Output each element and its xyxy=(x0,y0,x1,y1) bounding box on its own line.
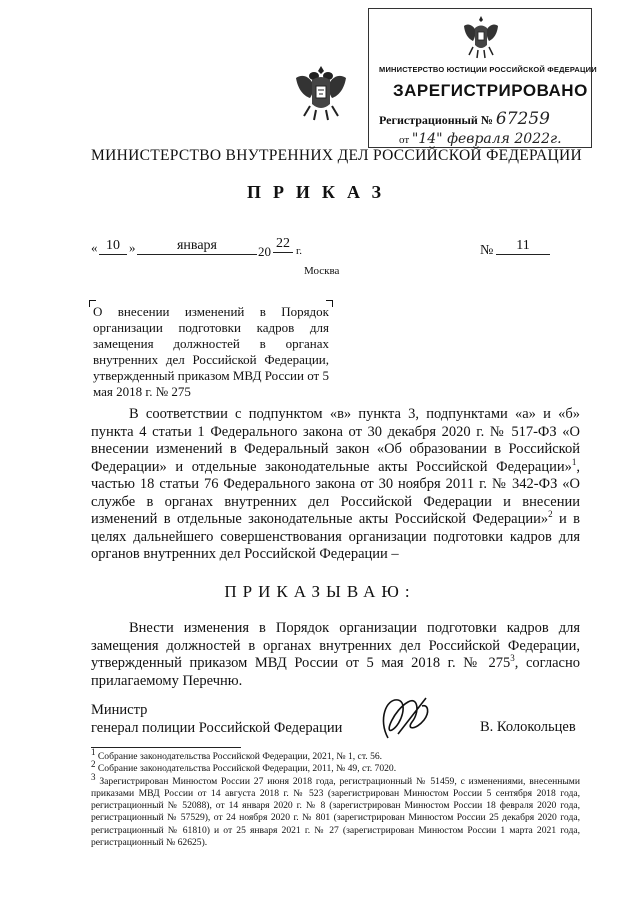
stamp-reg-label: Регистрационный № xyxy=(379,113,493,127)
footnotes xyxy=(91,746,580,849)
footnote-divider xyxy=(91,747,241,748)
preamble-text-2: , частью 18 статьи 76 Федерального закона от 30 ноября 2011 г. № 342-ФЗ «О службе в органах внутренних дел Российской Федерации и внесении изменений в отдельные законодательные акты Российской Федерации» xyxy=(91,458,580,527)
order-word: ПРИКАЗЫВАЮ: xyxy=(224,582,416,601)
order-number: 11 xyxy=(496,238,550,255)
stamp-reg-number-handwritten: 67259 xyxy=(495,109,550,129)
stamp-date-handwritten: "14" февраля 2022г. xyxy=(411,131,562,147)
order-text xyxy=(91,620,580,690)
date-year-suffix: г. xyxy=(296,245,303,257)
ministry-name: МИНИСТЕРСТВО ВНУТРЕННИХ ДЕЛ РОССИЙСКОЙ ФЕДЕРАЦИИ xyxy=(91,147,582,164)
stamp-date-prefix: от xyxy=(399,134,410,146)
date-close-quote: » xyxy=(129,240,136,255)
preamble-text-1: В соответствии с подпунктом «в» пункта 3, подпунктами «а» и «б» пункта 4 статьи 1 Федерального закона от 30 декабря 2020 г. № 517-ФЗ «О внесении изменений в Федеральный закон «Об образовании в Российской Федерации» и отдельные законодательные акты Российской Федерации» xyxy=(91,406,580,475)
footnote-text: Собрание законодательства Российской Федерации, 2011, № 49, ст. 7020. xyxy=(95,763,397,775)
signatory-position: Министр xyxy=(91,702,148,718)
city: Москва xyxy=(304,265,340,277)
footnote-1 xyxy=(91,746,580,763)
footnote-text: Собрание законодательства Российской Федерации, 2021, № 1, ст. 56. xyxy=(95,751,383,762)
stamp-organization: МИНИСТЕРСТВО ЮСТИЦИИ РОССИЙСКОЙ ФЕДЕРАЦИИ xyxy=(379,65,597,74)
document-type-title: ПРИКАЗ xyxy=(246,182,394,202)
date-month: января xyxy=(137,238,257,255)
russian-coat-of-arms-icon xyxy=(292,60,350,124)
registration-stamp xyxy=(368,8,597,148)
stamp-registered-label: ЗАРЕГИСТРИРОВАНО xyxy=(393,81,588,100)
footnote-ref-1: 1 xyxy=(571,456,577,467)
date-year-prefix: 20 xyxy=(258,244,271,259)
footnote-mark: 1 xyxy=(91,746,96,757)
footnote-text: Зарегистрирован Минюстом России 27 июня 2018 года, регистрационный № 51459, с изменениями, внесенными приказами МВД России от 14 августа 2018 г. № 523 (зарегистрирован Минюстом России 5 сентября 2018 года, регистрационный № 52088), от 14 января 2020 г. № 8 (зарегистрирован Минюстом России 18 февраля 2020 года, регистрационный № 57529), от 24 ноября 2020 г. № 801 (зарегистрирован Минюстом России 25 декабря 2020 года, регистрационный № 61810) и от 25 января 2021 г. № 27 (зарегистрирован Минюстом России 1 марта 2021 года, регистрационный № 62625). xyxy=(91,775,580,849)
signatory-title xyxy=(91,701,342,737)
footnote-mark: 3 xyxy=(91,771,96,782)
preamble xyxy=(91,406,580,564)
signatory-name: В. Колокольцев xyxy=(480,719,576,735)
signatory-rank: генерал полиции Российской Федерации xyxy=(91,720,343,736)
stamp-date xyxy=(399,131,562,147)
footnote-ref-2: 2 xyxy=(548,509,553,520)
date-open-quote: « xyxy=(91,240,98,255)
footnote-mark: 2 xyxy=(91,759,96,770)
preamble-text-3: и в целях дальнейшего совершенствования организации подготовки кадров для органов внутренних дел Российской Федерации – xyxy=(91,511,580,562)
order-subject: О внесении изменений в Порядок организации подготовки кадров для замещения должностей в органах внутренних дел Российской Федерации, утвержденный приказом МВД России от 5 мая 2018 г. № 275 xyxy=(93,304,329,399)
footnote-2 xyxy=(91,759,580,775)
footnote-3 xyxy=(91,771,580,850)
footnote-ref-3: 3 xyxy=(510,653,515,664)
order-text-2: , согласно прилагаемому Перечню. xyxy=(91,655,581,689)
order-text-1: Внести изменения в Порядок организации подготовки кадров для замещения должностей в органах внутренних дел Российской Федерации, утвержденный приказом МВД России от 5 мая 2018 г. № 275 xyxy=(91,620,580,671)
stamp-registration-number xyxy=(379,109,550,129)
date-year: 22 xyxy=(273,236,293,253)
handwritten-signature xyxy=(368,690,448,745)
number-label: № xyxy=(480,243,494,258)
date-day: 10 xyxy=(99,238,127,255)
russian-coat-of-arms-icon xyxy=(461,13,501,61)
